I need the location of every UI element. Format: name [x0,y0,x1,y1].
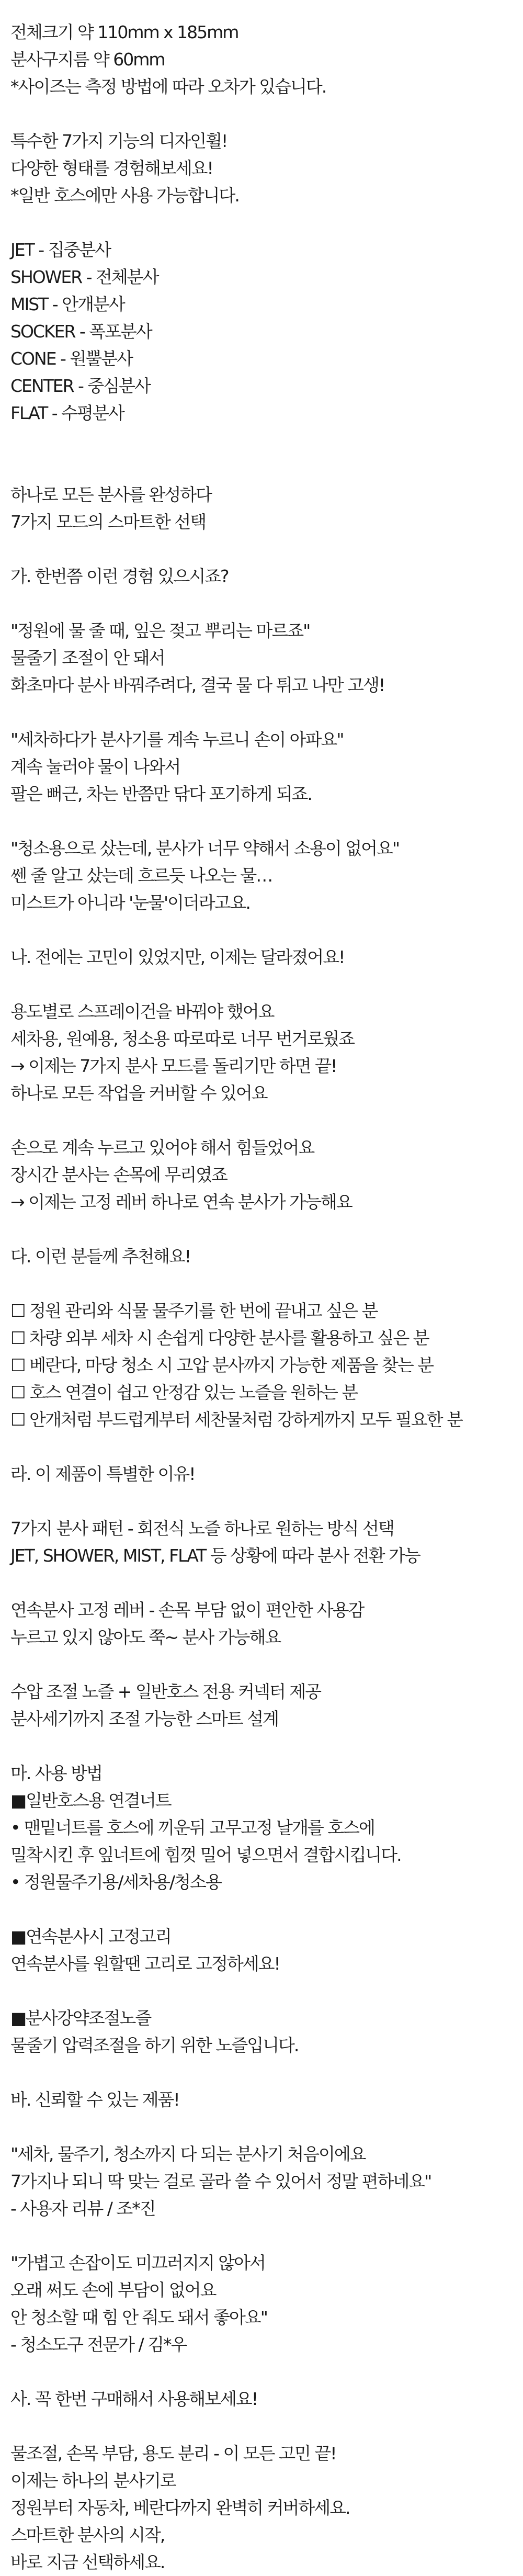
quote-line: "청소용으로 샀는데, 분사가 너무 약해서 소용이 없어요" [10,838,400,858]
feature-line: 7가지 분사 패턴 - 회전식 노즐 하나로 원하는 방식 선택 [10,1518,394,1539]
section-heading: 바. 신뢰할 수 있는 제품! [10,2089,179,2110]
section-heading: 가. 한번쯤 이런 경험 있으시죠? [10,566,229,586]
quote-line: "정원에 물 줄 때, 잎은 젖고 뿌리는 마르죠" [10,620,310,641]
heading-ga [10,563,523,590]
recommend-checklist [10,1297,523,1433]
usage-subheading: ■연속분사시 고정고리 [10,1926,171,1947]
closing-line: 바로 지금 선택하세요. [10,2552,165,2572]
heading-ba [10,2086,523,2114]
improvement-1 [10,998,523,1107]
section-heading: 다. 이런 분들께 추천해요! [10,1246,190,1267]
section-heading: 나. 전에는 고민이 있었지만, 이제는 달라졌어요! [10,947,345,967]
section-heading: 사. 꼭 한번 구매해서 사용해보세요! [10,2389,257,2409]
spec-note: *사이즈는 측정 방법에 따라 오차가 있습니다. [10,76,326,97]
review-quote: 7가지나 되니 딱 맞는 걸로 골라 쓸 수 있어서 정말 편하네요" [10,2171,431,2191]
heading-sa [10,2386,523,2413]
spec-line: 분사구지름 약 60mm [10,49,165,70]
mode-item: JET - 집중분사 [10,240,111,260]
checklist-item: ☐ 베란다, 마당 청소 시 고압 분사까지 가능한 제품을 찾는 분 [10,1355,434,1375]
headline-section [10,481,523,536]
feature-2 [10,1597,523,1651]
review-quote: "세차, 물주기, 청소까지 다 되는 분사기 처음이에요 [10,2144,366,2164]
review-author: - 청소도구 전문가 / 김*우 [10,2334,187,2355]
experience-1 [10,617,523,699]
checklist-item: ☐ 정원 관리와 식물 물주기를 한 번에 끝내고 싶은 분 [10,1301,378,1321]
section-heading: 마. 사용 방법 [10,1763,102,1783]
review-quote: 오래 써도 손에 부담이 없어요 [10,2280,216,2300]
usage-section [10,1760,523,1896]
body-line: 하나로 모든 작업을 커버할 수 있어요 [10,1083,267,1103]
heading-da [10,1243,523,1270]
usage-line: 물줄기 압력조절을 하기 위한 노즐입니다. [10,2035,299,2055]
usage-line: 연속분사를 원할땐 고리로 고정하세요! [10,1953,280,1974]
intro-line: 특수한 7가지 기능의 디자인휠! [10,131,228,151]
arrow-line: → 이제는 고정 레버 하나로 연속 분사가 가능해요 [10,1192,352,1212]
heading-na [10,944,523,971]
review-1 [10,2141,523,2222]
body-line: 화초마다 분사 바꿔주려다, 결국 물 다 튀고 나만 고생! [10,675,385,695]
review-author: - 사용자 리뷰 / 조*진 [10,2198,155,2219]
review-quote: "가볍고 손잡이도 미끄러지지 않아서 [10,2253,265,2273]
mode-item: CENTER - 중심분사 [10,376,150,396]
closing-section [10,2440,523,2576]
usage-subheading: ■분사강약조절노즐 [10,2008,151,2028]
usage-section-3 [10,2005,523,2059]
spacer [10,454,523,481]
intro-section [10,128,523,209]
body-line: 계속 눌러야 물이 나와서 [10,756,180,777]
closing-line: 이제는 하나의 분사기로 [10,2470,176,2491]
experience-3 [10,835,523,917]
feature-line: JET, SHOWER, MIST, FLAT 등 상황에 따라 분사 전환 가능 [10,1545,420,1566]
closing-line: 스마트한 분사의 시작, [10,2525,165,2545]
mode-item: CONE - 원뿔분사 [10,348,132,369]
spec-line: 전체크기 약 110mm x 185mm [10,22,238,42]
review-2 [10,2250,523,2358]
body-line: 손으로 계속 누르고 있어야 해서 힘들었어요 [10,1137,314,1158]
feature-line: 연속분사 고정 레버 - 손목 부담 없이 편안한 사용감 [10,1600,364,1620]
body-line: 미스트가 아니라 '눈물'이더라고요. [10,892,250,913]
feature-line: 분사세기까지 조절 가능한 스마트 설계 [10,1709,279,1729]
closing-line: 물조절, 손목 부담, 용도 분리 - 이 모든 고민 끝! [10,2443,336,2464]
spray-modes-list [10,236,523,427]
feature-line: 수압 조절 노즐 + 일반호스 전용 커넥터 제공 [10,1681,321,1702]
section-heading: 라. 이 제품이 특별한 이유! [10,1464,195,1484]
experience-2 [10,726,523,808]
body-line: 용도별로 스프레이건을 바꿔야 했어요 [10,1001,274,1022]
feature-1 [10,1515,523,1569]
review-quote: 안 청소할 때 힘 안 줘도 돼서 좋아요" [10,2307,267,2328]
body-line: 세차용, 원예용, 청소용 따로따로 너무 번거로웠죠 [10,1029,354,1049]
headline-line: 하나로 모든 분사를 완성하다 [10,484,212,505]
checklist-item: ☐ 안개처럼 부드럽게부터 세찬물처럼 강하게까지 모두 필요한 분 [10,1409,462,1430]
headline-line: 7가지 모드의 스마트한 선택 [10,512,206,532]
checklist-item: ☐ 차량 외부 세차 시 손쉽게 다양한 분사를 활용하고 싶은 분 [10,1328,429,1348]
mode-item: SOCKER - 폭포분사 [10,321,152,342]
intro-note: *일반 호스에만 사용 가능합니다. [10,185,239,206]
checklist-item: ☐ 호스 연결이 쉽고 안정감 있는 노즐을 원하는 분 [10,1382,358,1403]
mode-item: SHOWER - 전체분사 [10,267,158,287]
arrow-line: → 이제는 7가지 분사 모드를 돌리기만 하면 끝! [10,1056,337,1076]
mode-item: FLAT - 수평분사 [10,403,124,423]
body-line: 쎈 줄 알고 샀는데 흐르듯 나오는 물… [10,865,272,886]
mode-item: MIST - 안개분사 [10,294,124,314]
usage-subheading: ■일반호스용 연결너트 [10,1790,171,1811]
usage-section-2 [10,1923,523,1978]
intro-line: 다양한 형태를 경험해보세요! [10,158,213,178]
body-line: 장시간 분사는 손목에 무리였죠 [10,1165,227,1185]
usage-line: • 맨밑너트를 호스에 끼운뒤 고무고정 날개를 호스에 [10,1817,374,1838]
usage-line: 밀착시킨 후 잎너트에 힘껏 밀어 넣으면서 결합시킵니다. [10,1845,401,1865]
usage-line: • 정원물주기용/세차용/청소용 [10,1872,221,1892]
feature-line: 누르고 있지 않아도 쭉~ 분사 가능해요 [10,1627,281,1647]
spec-section [10,19,523,100]
body-line: 물줄기 조절이 안 돼서 [10,648,165,668]
closing-line: 정원부터 자동차, 베란다까지 완벽히 커버하세요. [10,2498,350,2518]
improvement-2 [10,1134,523,1216]
body-line: 팔은 뻐근, 차는 반쯤만 닦다 포기하게 되죠. [10,784,312,804]
heading-ra [10,1461,523,1488]
feature-3 [10,1678,523,1733]
quote-line: "세차하다가 분사기를 계속 누르니 손이 아파요" [10,729,344,750]
